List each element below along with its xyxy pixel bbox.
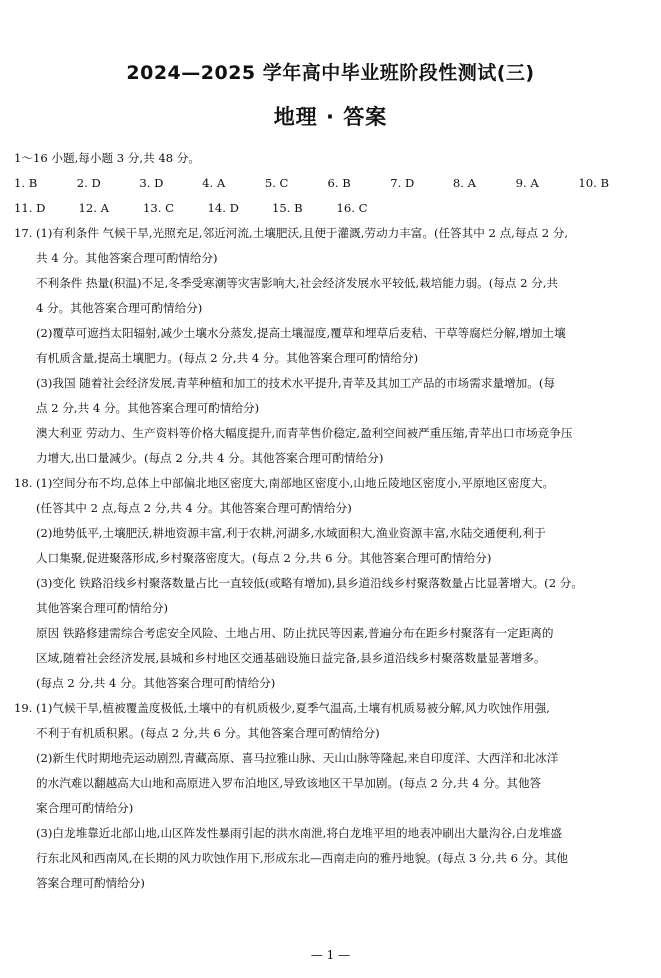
answer-line: 点 2 分,共 4 分。其他答案合理可酌情给分) [36,401,260,415]
answer-line: (1)空间分布不均,总体上中部偏北地区密度大,南部地区密度小,山地丘陵地区密度小,平原地区密度大。 [36,476,555,490]
mc-answer: 14. D [207,201,239,215]
mc-answer: 6. B [327,176,351,190]
mc-answer: 2. D [76,176,101,190]
answer-line: (2)地势低平,土壤肥沃,耕地资源丰富,利于农耕,河湖多,水域面积大,渔业资源丰富,水陆交通便利,利于 [36,526,546,540]
question-number: 19. [14,701,33,715]
answer-line: 不利条件 热量(积温)不足,冬季受寒潮等灾害影响大,社会经济发展水平较低,栽培能力弱。(每点 2 分,共 [36,276,559,290]
mc-answer: 9. A [515,176,539,190]
question-17 [14,221,641,471]
answer-line: 澳大利亚 劳动力、生产资料等价格大幅度提升,而青苹售价稳定,盈利空间被严重压缩,青苹出口市场竞争压 [36,426,573,440]
answer-line: 其他答案合理可酌情给分) [36,601,169,615]
page-number: — 1 — [310,948,351,962]
question-number: 17. [14,226,33,240]
answer-line: (3)变化 铁路沿线乡村聚落数量占比一直较低(或略有增加),县乡道沿线乡村聚落数量占比显著增大。(2 分。 [36,576,583,590]
answer-line: (2)新生代时期地壳运动剧烈,青藏高原、喜马拉雅山脉、天山山脉等隆起,来自印度洋、大西洋和北冰洋 [36,751,559,765]
mc-answer: 11. D [14,201,46,215]
answer-line: (任答其中 2 点,每点 2 分,共 4 分。其他答案合理可酌情给分) [36,501,352,515]
answer-line: (3)白龙堆靠近北部山地,山区阵发性暴雨引起的洪水南泄,将白龙堆平坦的地表冲刷出大量沟谷,白龙堆盛 [36,826,563,840]
mc-answer: 5. C [264,176,289,190]
page-title: 2024—2025 学年高中毕业班阶段性测试(三) [126,62,535,84]
mc-answer: 16. C [336,201,368,215]
question-18 [14,471,641,696]
mc-answer-row-2 [14,196,641,221]
answer-line: (每点 2 分,共 4 分。其他答案合理可酌情给分) [36,676,276,690]
mc-answer: 7. D [390,176,415,190]
question-number: 18. [14,476,33,490]
mc-answer: 15. B [272,201,303,215]
mc-answer: 8. A [452,176,477,190]
mc-answer: 1. B [14,176,38,190]
answer-line: 的水汽难以翻越高大山地和高原进入罗布泊地区,导致该地区干旱加剧。(每点 2 分,共 4 分。其他答 [36,776,542,790]
mc-answer: 12. A [78,201,109,215]
question-19 [14,696,641,896]
answer-line: 共 4 分。其他答案合理可酌情给分) [36,251,218,265]
answer-line: (3)我国 随着社会经济发展,青苹种植和加工的技术水平提升,青苹及其加工产品的市场需求量增加。(每 [36,376,555,390]
page-subtitle: 地理 · 答案 [273,105,388,129]
answer-line: 有机质含量,提高土壤肥力。(每点 2 分,共 4 分。其他答案合理可酌情给分) [36,351,419,365]
answer-line: 原因 铁路修建需综合考虑安全风险、土地占用、防止扰民等因素,普遍分布在距乡村聚落有一定距离的 [36,626,554,640]
answer-line: 力增大,出口量减少。(每点 2 分,共 4 分。其他答案合理可酌情给分) [36,451,384,465]
answer-line: 区域,随着社会经济发展,县城和乡村地区交通基础设施日益完备,县乡道沿线乡村聚落数量显著增多。 [36,651,546,665]
section-intro: 1～16 小题,每小题 3 分,共 48 分。 [14,151,200,165]
answer-line: 行东北风和西南风,在长期的风力吹蚀作用下,形成东北—西南走向的雅丹地貌。(每点 3 分,共 6 分。其他 [36,851,569,865]
mc-answer-row-1 [14,171,641,196]
mc-answer: 3. D [139,176,164,190]
answer-line: 人口集聚,促进聚落形成,乡村聚落密度大。(每点 2 分,共 6 分。其他答案合理可酌情给分) [36,551,492,565]
answer-line: (1)有利条件 气候干旱,光照充足,邻近河流,土壤肥沃,且便于灌溉,劳动力丰富。(任答其中 2 点,每点 2 分, [36,226,569,240]
answer-line: 4 分。其他答案合理可酌情给分) [36,301,203,315]
answer-line: (2)覆草可遮挡太阳辐射,减少土壤水分蒸发,提高土壤湿度,覆草和埋草后麦秸、干草等腐烂分解,增加土壤 [36,326,566,340]
mc-answer: 13. C [143,201,174,215]
mc-answer: 4. A [202,176,226,190]
answer-line: (1)气候干旱,植被覆盖度极低,土壤中的有机质极少,夏季气温高,土壤有机质易被分解,风力吹蚀作用强, [36,701,550,715]
answer-content [14,146,641,896]
answer-line: 答案合理可酌情给分) [36,876,145,890]
mc-answer: 10. B [578,176,609,190]
answer-line: 案合理可酌情给分) [36,801,134,815]
answer-line: 不利于有机质积累。(每点 2 分,共 6 分。其他答案合理可酌情给分) [36,726,380,740]
